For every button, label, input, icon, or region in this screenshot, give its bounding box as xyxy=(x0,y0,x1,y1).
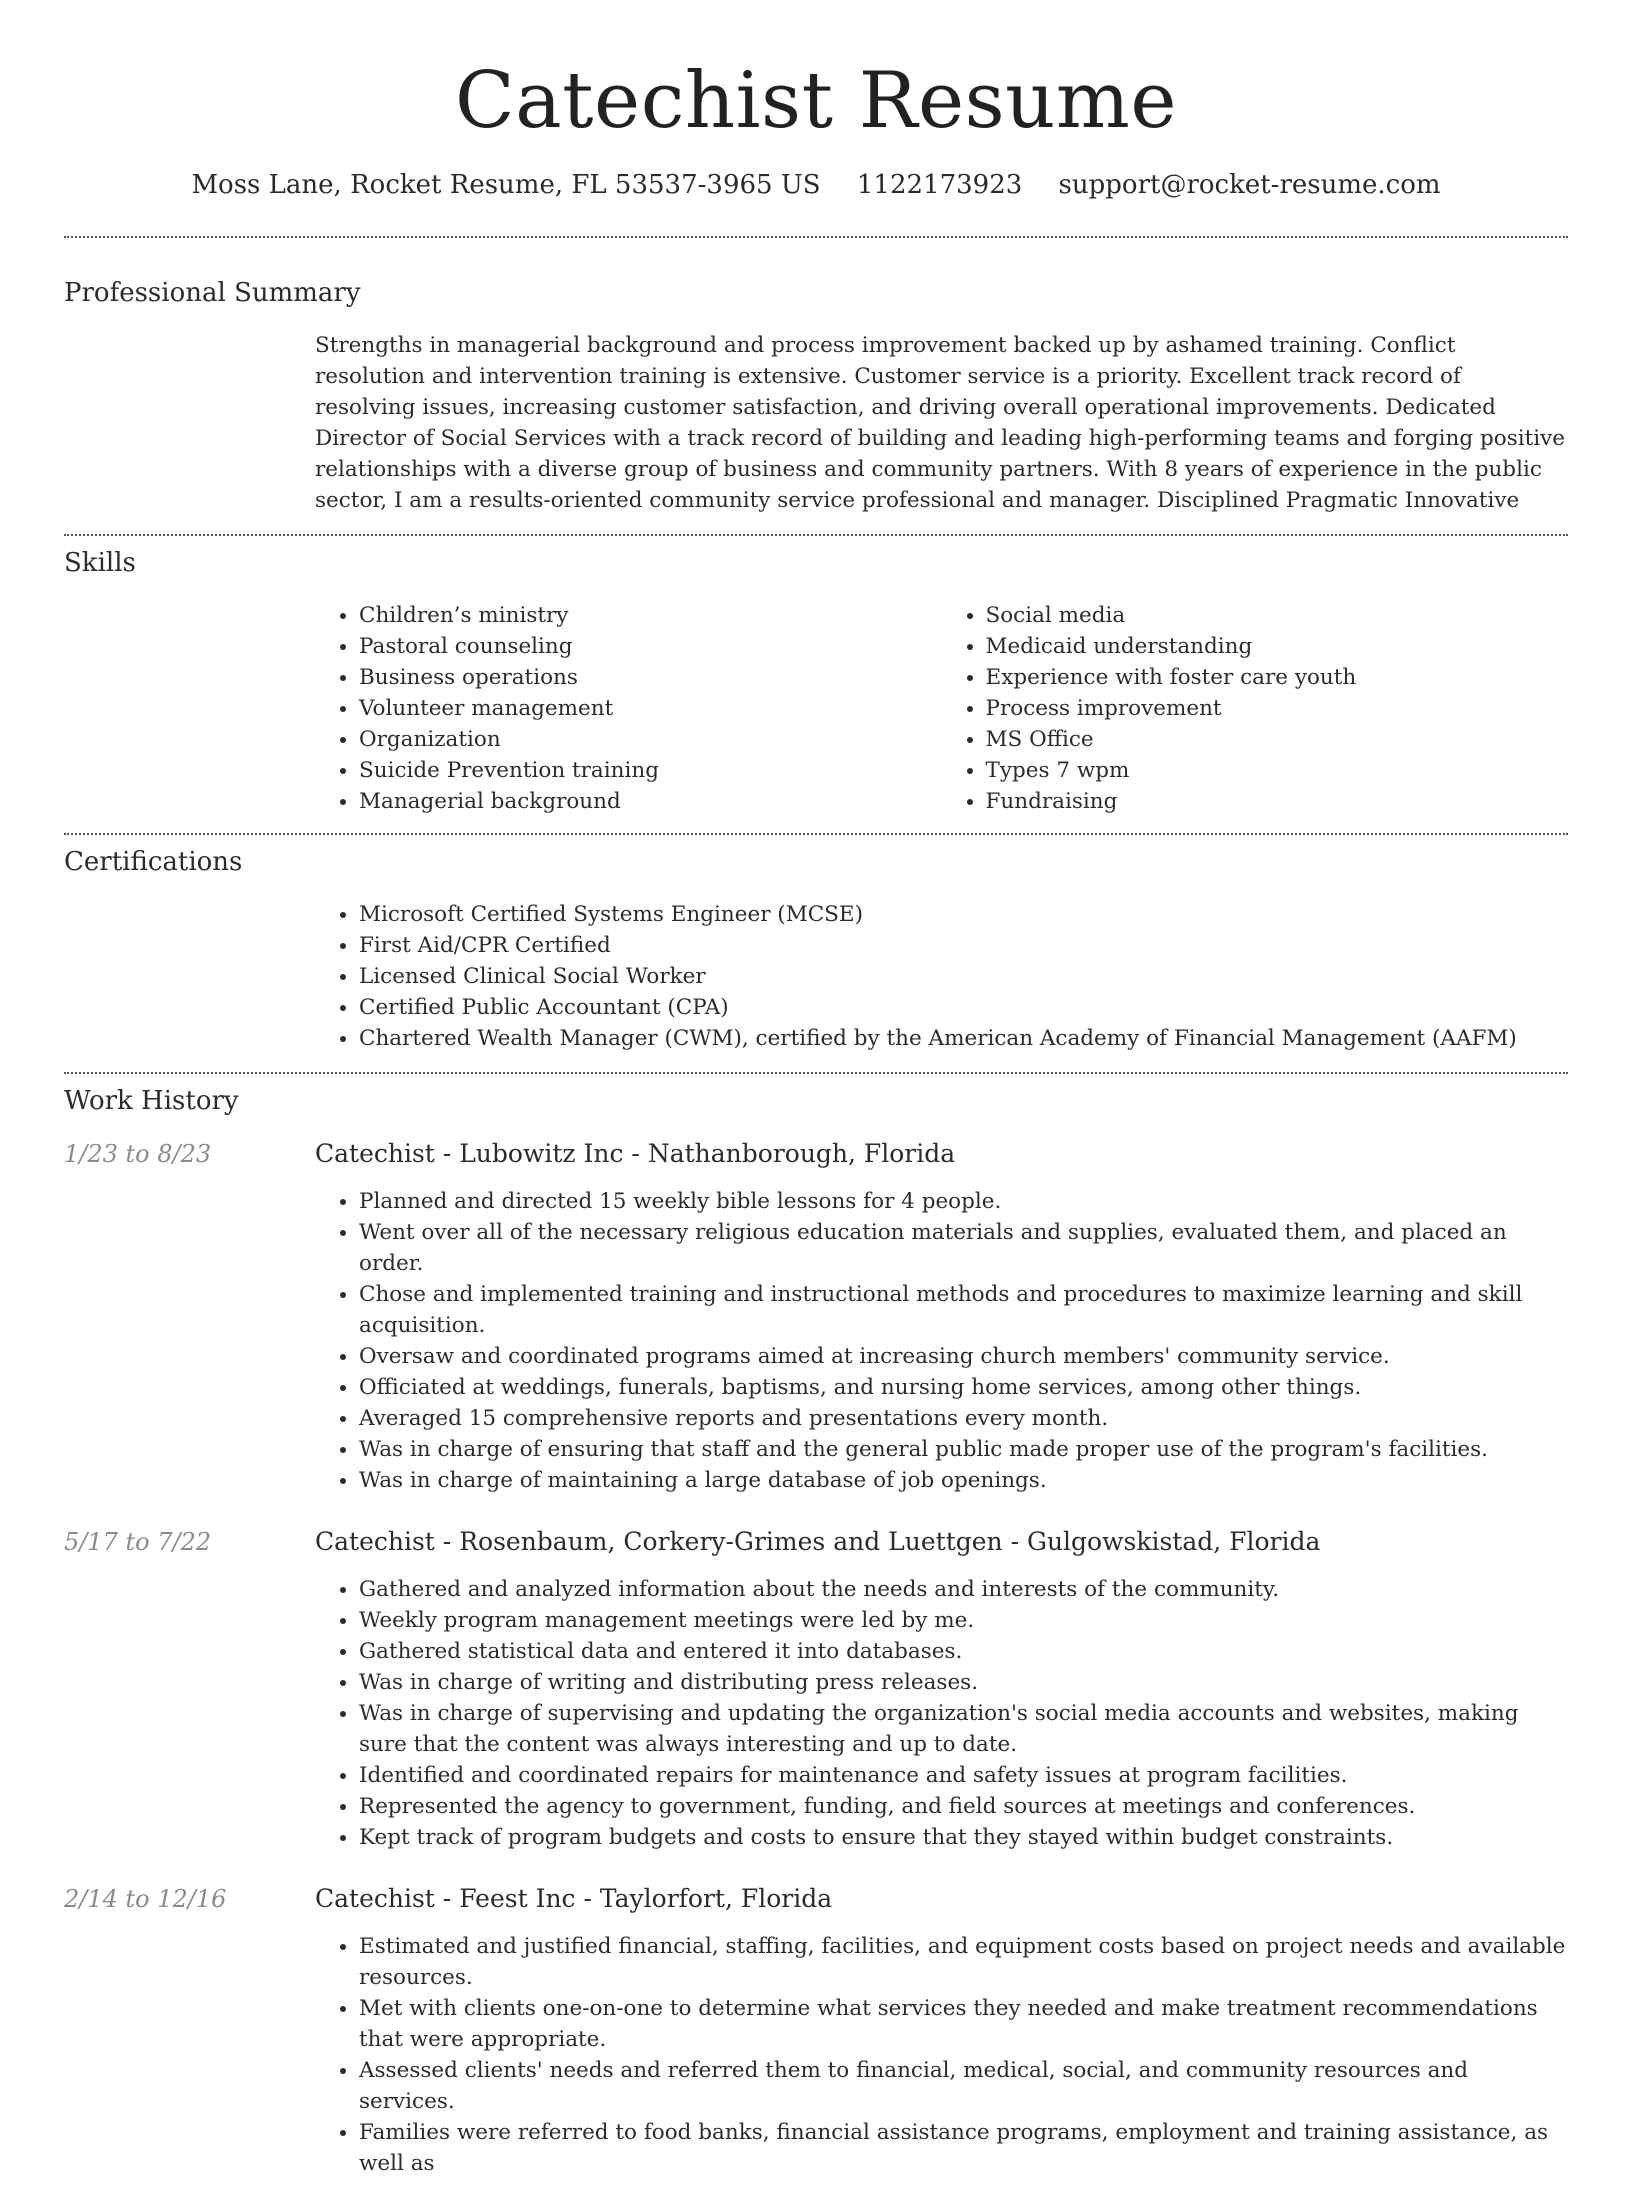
skill-item: • Social media xyxy=(986,600,1569,631)
job-entry xyxy=(64,1883,1568,2179)
job-duties-list xyxy=(315,1186,1568,1496)
job-header xyxy=(64,1138,1568,1170)
job-duty-item: • Assessed clients' needs and referred them to financial, medical, social, and community resources and services. xyxy=(359,2055,1568,2117)
job-duty-item: • Weekly program management meetings were led by me. xyxy=(359,1605,1568,1636)
skill-item: • Fundraising xyxy=(986,786,1569,817)
job-entry xyxy=(64,1138,1568,1496)
job-duty-item: • Officiated at weddings, funerals, baptisms, and nursing home services, among other things. xyxy=(359,1372,1568,1403)
job-duty-item: • Averaged 15 comprehensive reports and presentations every month. xyxy=(359,1403,1568,1434)
skills-list-left xyxy=(315,600,942,817)
skill-item: • Experience with foster care youth xyxy=(986,662,1569,693)
job-header xyxy=(64,1526,1568,1558)
section-heading-skills: Skills xyxy=(64,548,136,578)
section-heading-work: Work History xyxy=(64,1086,239,1116)
job-duties xyxy=(315,1574,1568,1853)
skill-item: • Types 7 wpm xyxy=(986,755,1569,786)
job-duty-item: • Gathered and analyzed information about the needs and interests of the community. xyxy=(359,1574,1568,1605)
job-duties xyxy=(315,1186,1568,1496)
contact-address: Moss Lane, Rocket Resume, FL 53537-3965 US xyxy=(191,170,821,200)
skill-item: • Children’s ministry xyxy=(359,600,942,631)
job-duty-item: • Gathered statistical data and entered it into databases. xyxy=(359,1636,1568,1667)
skill-item: • Volunteer management xyxy=(359,693,942,724)
job-duty-item: • Met with clients one-on-one to determine what services they needed and make treatment recommendations that were appropriate. xyxy=(359,1993,1568,2055)
job-title: Catechist - Rosenbaum, Corkery-Grimes and Luettgen - Gulgowskistad, Florida xyxy=(315,1527,1321,1556)
skill-item: • Pastoral counseling xyxy=(359,631,942,662)
divider xyxy=(64,1072,1568,1074)
job-duty-item: • Went over all of the necessary religious education materials and supplies, evaluated them, and placed an order. xyxy=(359,1217,1568,1279)
job-duty-item: • Identified and coordinated repairs for maintenance and safety issues at program facilities. xyxy=(359,1760,1568,1791)
skill-item: • Suicide Prevention training xyxy=(359,755,942,786)
job-duties-list xyxy=(315,1574,1568,1853)
job-date: 2/14 to 12/16 xyxy=(64,1885,227,1913)
contact-email: support@rocket-resume.com xyxy=(1058,170,1441,200)
page-title: Catechist Resume xyxy=(455,56,1177,146)
contact-phone: 1122173923 xyxy=(856,170,1023,200)
certifications-block xyxy=(315,899,1568,1054)
work-history-list xyxy=(64,1138,1568,2179)
job-duty-item: • Families were referred to food banks, financial assistance programs, employment and training assistance, as well as xyxy=(359,2117,1568,2179)
skills-columns xyxy=(315,600,1568,817)
skill-item: • Process improvement xyxy=(986,693,1569,724)
skill-item: • Managerial background xyxy=(359,786,942,817)
resume-page xyxy=(64,0,1568,2209)
job-duty-item: • Estimated and justified financial, staffing, facilities, and equipment costs based on project needs and available resources. xyxy=(359,1931,1568,1993)
certification-item: • Licensed Clinical Social Worker xyxy=(359,961,1568,992)
job-duty-item: • Was in charge of maintaining a large database of job openings. xyxy=(359,1465,1568,1496)
job-duty-item: • Oversaw and coordinated programs aimed at increasing church members' community service. xyxy=(359,1341,1568,1372)
certification-item: • Certified Public Accountant (CPA) xyxy=(359,992,1568,1023)
job-duty-item: • Was in charge of ensuring that staff and the general public made proper use of the program's facilities. xyxy=(359,1434,1568,1465)
certification-item: • Microsoft Certified Systems Engineer (MCSE) xyxy=(359,899,1568,930)
job-date: 5/17 to 7/22 xyxy=(64,1528,212,1556)
certification-item: • First Aid/CPR Certified xyxy=(359,930,1568,961)
contact-line xyxy=(64,168,1568,202)
skill-item: • Medicaid understanding xyxy=(986,631,1569,662)
divider xyxy=(64,833,1568,835)
job-title: Catechist - Feest Inc - Taylorfort, Florida xyxy=(315,1884,833,1913)
certifications-list xyxy=(315,899,1568,1054)
job-duty-item: • Planned and directed 15 weekly bible lessons for 4 people. xyxy=(359,1186,1568,1217)
section-heading-certifications: Certifications xyxy=(64,847,243,877)
skill-item: • MS Office xyxy=(986,724,1569,755)
job-duty-item: • Chose and implemented training and instructional methods and procedures to maximize learning and skill acquisition. xyxy=(359,1279,1568,1341)
job-duty-item: • Represented the agency to government, funding, and field sources at meetings and conferences. xyxy=(359,1791,1568,1822)
job-duty-item: • Kept track of program budgets and costs to ensure that they stayed within budget constraints. xyxy=(359,1822,1568,1853)
skill-item: • Organization xyxy=(359,724,942,755)
skill-item: • Business operations xyxy=(359,662,942,693)
section-heading-summary: Professional Summary xyxy=(64,278,361,308)
certification-item: • Chartered Wealth Manager (CWM), certified by the American Academy of Financial Management (AAFM) xyxy=(359,1023,1568,1054)
job-date: 1/23 to 8/23 xyxy=(64,1140,212,1168)
job-duty-item: • Was in charge of writing and distributing press releases. xyxy=(359,1667,1568,1698)
divider xyxy=(64,534,1568,536)
job-duties-list xyxy=(315,1931,1568,2179)
skills-list-right xyxy=(942,600,1569,817)
summary-text: Strengths in managerial background and process improvement backed up by ashamed training. Conflict resolution and intervention training is extensive. Customer service is a priority. Excellent track record of resolving issues, increasing customer satisfaction, and driving overall operational improvements. Dedicated Director of Social Services with a track record of building and leading high-performing teams and forging positive relationships with a diverse group of business and community partners. With 8 years of experience in the public sector, I am a results-oriented community service professional and manager. Disciplined Pragmatic Innovative xyxy=(315,333,1566,513)
divider xyxy=(64,236,1568,238)
job-header xyxy=(64,1883,1568,1915)
job-duties xyxy=(315,1931,1568,2179)
job-entry xyxy=(64,1526,1568,1853)
job-duty-item: • Was in charge of supervising and updating the organization's social media accounts and websites, making sure that the content was always interesting and up to date. xyxy=(359,1698,1568,1760)
job-title: Catechist - Lubowitz Inc - Nathanborough, Florida xyxy=(315,1139,956,1168)
